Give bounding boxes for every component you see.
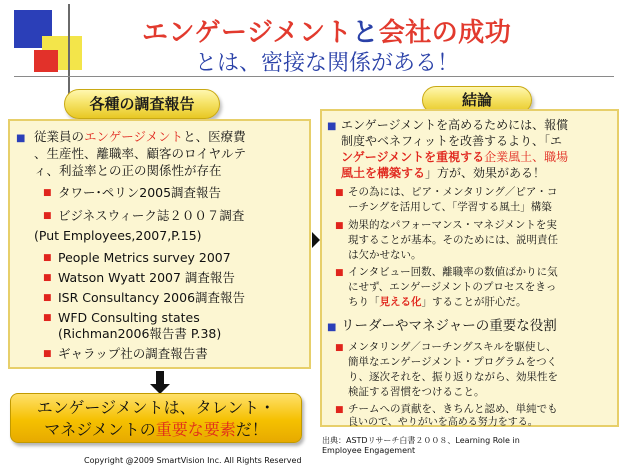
bullet-icon: ■: [43, 273, 52, 283]
bullet-icon: ■: [335, 268, 344, 278]
conclusion-main-line4: 風土を構築する」方が、効果がある！: [341, 166, 546, 180]
bullet-icon: ■: [43, 293, 52, 303]
sub-point-line: 効果的なパフォーマンス・マネジメントを実: [348, 219, 557, 231]
conclusion-box: [10, 393, 302, 443]
conclusion-main-line3: ンゲージメントを重視する企業風土、職場: [341, 150, 569, 164]
list-item: Watson Wyatt 2007 調査報告: [58, 270, 235, 285]
sub-point-line: にせず、エンゲージメントのプロセスをきっ: [348, 281, 557, 293]
bullet-icon: ■: [43, 188, 52, 198]
bullet-icon: ■: [327, 322, 337, 333]
survey-summary-line2: 、生産性、離職率、顧客のロイヤルテ: [34, 146, 247, 161]
sub-point-line: 簡単なエンゲージメント・プログラムをつく: [348, 356, 558, 368]
list-item: タワー･ペリン2005調査報告: [58, 185, 222, 200]
bullet-icon: ■: [335, 188, 344, 198]
survey-summary-line3: ィ、利益率との正の関係性が存在: [34, 163, 222, 178]
sub-point-line: 検証する習慣をつけること。: [348, 386, 485, 398]
sub-point-line: メンタリング／コーチングスキルを駆使し、: [348, 341, 557, 353]
bullet-icon: ■: [335, 343, 344, 353]
decor-vertical-line: [68, 4, 70, 104]
slide-subtitle: とは、密接な関係がある！: [195, 51, 460, 76]
conclusion-line1: エンゲージメントは、タレント・: [36, 398, 276, 417]
sub-point-line: ちり「見える化」することが肝心だ。: [348, 296, 527, 308]
conclusion-line2: マネジメントの重要な要素だ！: [44, 420, 268, 439]
bullet-icon: ■: [43, 253, 52, 263]
decor-red-square: [34, 50, 58, 72]
sub-point-line: 現することが基本。そのためには、説明責任: [348, 234, 558, 246]
bullet-icon: ■: [16, 133, 26, 144]
survey-summary-line1: 従業員のエンゲージメントと、医療費: [34, 129, 246, 144]
bullet-icon: ■: [327, 121, 337, 132]
list-item-note: (Put Employees,2007,P.15): [34, 228, 202, 243]
sub-point-line: インタビュー回数、離職率の数値ばかりに気: [348, 266, 558, 278]
sub-point-line: は欠かせない。: [348, 249, 422, 261]
source-citation: [322, 436, 520, 456]
conclusion-main-line2: 制度やベネフィットを改善するより、「エ: [341, 134, 563, 148]
bullet-icon: ■: [335, 221, 344, 231]
bullet-icon: ■: [335, 405, 344, 415]
conclusion-main-line1: エンゲージメントを高めるためには、報償: [341, 118, 569, 132]
sub-point-line: チームへの貢献を、きちんと認め、単純でも: [348, 403, 558, 415]
right-arrow-icon: [312, 232, 320, 248]
down-arrow-icon: [156, 371, 164, 385]
list-item: ギャラップ社の調査報告書: [58, 346, 208, 361]
survey-reports-label: 各種の調査報告: [64, 89, 220, 119]
slide-title: エンゲージメントと会社の成功: [142, 18, 512, 48]
copyright-notice: Copyright @2009 SmartVision Inc. All Rights Reserved: [84, 456, 302, 465]
list-item: ビジネスウィーク誌２００７調査: [58, 208, 245, 223]
list-item: People Metrics survey 2007: [58, 250, 231, 265]
leader-role-heading: リーダーやマネジャーの重要な役割: [341, 318, 557, 334]
bullet-icon: ■: [43, 349, 52, 359]
sub-point-line: その為には、ピア・メンタリング／ピア・コ: [348, 186, 558, 198]
list-item: WFD Consulting states: [58, 310, 200, 325]
conclusion-label: 結論: [422, 86, 532, 114]
list-item: ISR Consultancy 2006調査報告: [58, 290, 246, 305]
bullet-icon: ■: [43, 211, 52, 221]
source-line2: Employee Engagement: [322, 446, 416, 455]
list-item-note: (Richman2006報告書 P.38): [58, 326, 222, 341]
source-line1: 出典：ASTDリサーチ白書２００８、Learning Role in: [322, 436, 520, 445]
sub-point-line: 良いので、やりがいを高める努力をする。: [348, 417, 538, 428]
sub-point-line: ーチングを活用して、「学習する風土」構築: [348, 201, 552, 213]
sub-point-line: り、逐次それを、振り返りながら、効果性を: [348, 371, 558, 383]
bullet-icon: ■: [43, 313, 52, 323]
